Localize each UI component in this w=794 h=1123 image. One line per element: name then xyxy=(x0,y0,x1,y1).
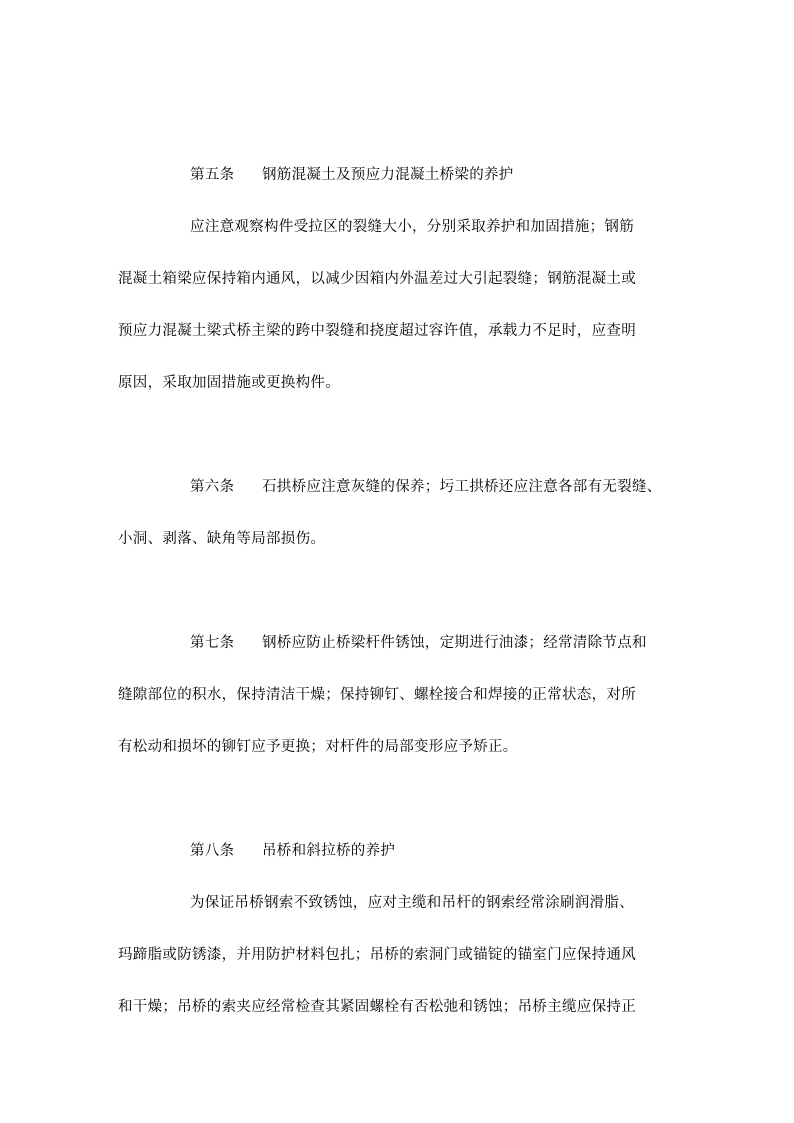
article-number: 第六条 xyxy=(190,479,235,495)
section-heading xyxy=(190,841,395,861)
article-number: 第八条 xyxy=(190,843,235,859)
paragraph-line: 有松动和损坏的铆钉应予更换；对杆件的局部变形应予矫正。 xyxy=(118,739,518,755)
article-number: 第五条 xyxy=(190,167,235,183)
section-heading xyxy=(190,477,662,497)
paragraph-line: 混凝土箱梁应保持箱内通风，以减少因箱内外温差过大引起裂缝；钢筋混凝土或 xyxy=(118,271,636,287)
section-heading xyxy=(190,165,514,185)
paragraph-line: 玛蹄脂或防锈漆，并用防护材料包扎；吊桥的索洞门或锚锭的锚室门应保持通风 xyxy=(118,947,636,963)
section-heading xyxy=(190,633,647,653)
paragraph-line: 原因，采取加固措施或更换构件。 xyxy=(118,375,340,391)
article-title: 钢筋混凝土及预应力混凝土桥梁的养护 xyxy=(262,167,514,183)
article-title: 石拱桥应注意灰缝的保养；圬工拱桥还应注意各部有无裂缝、 xyxy=(262,479,662,495)
paragraph-line: 为保证吊桥钢索不致锈蚀，应对主缆和吊杆的钢索经常涂刷润滑脂、 xyxy=(190,895,634,911)
article-number: 第七条 xyxy=(190,635,235,651)
paragraph-line: 应注意观察构件受拉区的裂缝大小，分别采取养护和加固措施；钢筋 xyxy=(190,219,634,235)
paragraph-line: 小洞、剥落、缺角等局部损伤。 xyxy=(118,531,326,547)
article-title: 吊桥和斜拉桥的养护 xyxy=(262,843,396,859)
article-title: 钢桥应防止桥梁杆件锈蚀，定期进行油漆；经常清除节点和 xyxy=(262,635,647,651)
paragraph-line: 和干燥；吊桥的索夹应经常检查其紧固螺栓有否松弛和锈蚀；吊桥主缆应保持正 xyxy=(118,999,636,1015)
paragraph-line: 缝隙部位的积水，保持清洁干燥；保持铆钉、螺栓接合和焊接的正常状态，对所 xyxy=(118,687,636,703)
paragraph-line: 预应力混凝土梁式桥主梁的跨中裂缝和挠度超过容许值，承载力不足时，应查明 xyxy=(118,323,636,339)
